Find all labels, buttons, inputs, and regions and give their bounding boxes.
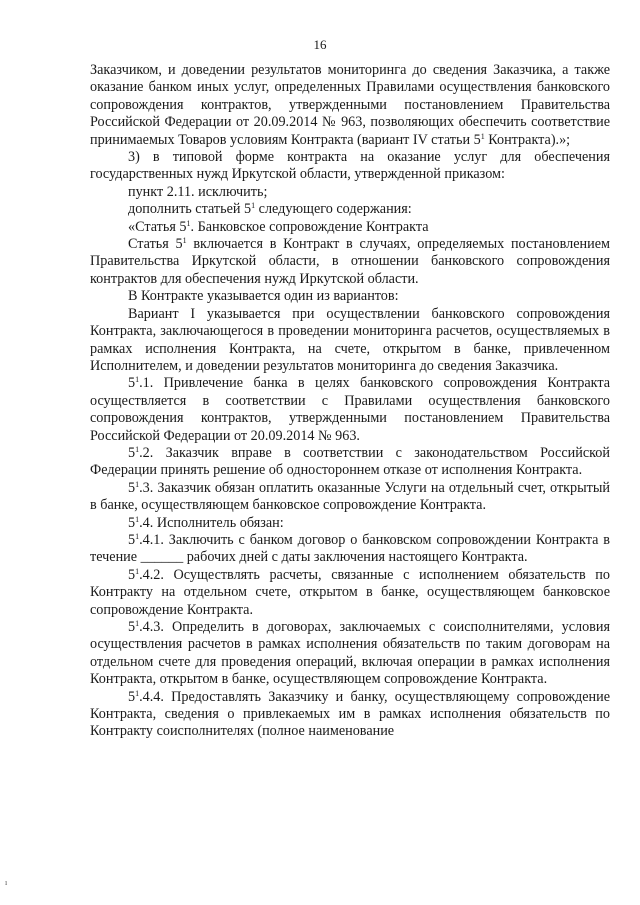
paragraph-text: пункт 2.11. исключить;: [128, 183, 268, 200]
superscript: 1: [182, 236, 187, 246]
paragraph: [90, 532, 610, 567]
superscript: 1: [251, 201, 256, 211]
paragraph: [90, 515, 610, 532]
paragraph-text: 5: [128, 531, 136, 548]
paragraph-text: Заказчиком, и доведении результатов мониторинга до сведения Заказчика, а также оказание банком иных услуг, определенных Правилами осуществления банковского сопровождения контрактов, утвержденными постановлением Правительства Российской Федерации от 20.09.2014 № 963, позволяющих обеспечить соответствие принимаемых Товаров условиям Контракта (вариант IV статьи 5: [90, 62, 610, 148]
paragraph-text: .4.4. Предоставлять Заказчику и банку, осуществляющему сопровождение Контракта, сведения о привлекаемых им в рамках исполнения обязательств по Контракту соисполнителях (полное наименование: [90, 688, 610, 740]
paragraph-text: 5: [128, 688, 136, 705]
paragraph-text: 3) в типовой форме контракта на оказание услуг для обеспечения государственных нужд Иркутской области, утвержденной приказом:: [90, 149, 610, 183]
page-number: 16: [313, 37, 327, 52]
paragraph: [90, 184, 610, 201]
paragraph-text: 5: [128, 619, 136, 635]
paragraph-text: 5: [128, 514, 136, 531]
superscript: 1: [135, 479, 140, 489]
superscript: 1: [135, 375, 140, 385]
paragraph: [90, 62, 610, 149]
superscript: 1: [135, 531, 140, 541]
paragraph-text: . Банковское сопровождение Контракта: [190, 218, 429, 235]
paragraph-text: 5: [128, 566, 136, 583]
paragraph-text: включается в Контракт в случаях, определяемых постановлением Правительства Иркутской области, в отношении банковского сопровождения контрактов для обеспечения нужд Иркутской области.: [90, 236, 610, 287]
paragraph: [90, 236, 610, 288]
paragraph-text: 5: [128, 444, 136, 461]
paragraph-text: .3. Заказчик обязан оплатить оказанные Услуги на отдельный счет, открытый в банке, осуществляющем банковское сопровождение Контракта.: [90, 479, 610, 514]
paragraph-text: «Статья 5: [128, 218, 187, 235]
paragraph-text: .4.2. Осуществлять расчеты, связанные с исполнением обязательств по Контракту на отдельном счете, открытом в банке, осуществляющем банковское сопровождение Контракта.: [90, 566, 610, 618]
document-body: [90, 62, 610, 741]
paragraph-text: .4.3. Определить в договорах, заключаемых с соисполнителями, условия осуществления расчетов в рамках исполнения обязательств по таким договорам на отдельном счете для проведения операций, включая операции в рамках исполнения Контракта, открытом в банке, осуществляющем сопровождение Контракта.: [90, 619, 610, 688]
paragraph-text: Вариант I указывается при осуществлении банковского сопровождения Контракта, заключающегося в проведении мониторинга расчетов, осуществляемых в рамках исполнения Контракта, на счете, открытом в банке, привлеченном Исполнителем, и доведении результатов мониторинга до сведения Заказчика.: [90, 305, 610, 374]
paragraph: [90, 480, 610, 515]
paragraph-text: Контракта).»;: [484, 131, 571, 148]
paragraph-text: 5: [128, 479, 136, 496]
paragraph: [90, 567, 610, 619]
paragraph-text: 5: [128, 375, 136, 392]
paragraph-text: .2. Заказчик вправе в соответствии с законодательством Российской Федерации принять решение об одностороннем отказе от исполнения Контракта.: [90, 444, 610, 479]
paragraph-text: Статья 5: [128, 236, 183, 253]
superscript: 1: [135, 514, 140, 524]
paragraph: [90, 288, 610, 305]
paragraph: [90, 375, 610, 445]
superscript: 1: [186, 218, 191, 228]
paragraph-text: следующего содержания:: [255, 201, 412, 218]
margin-mark: ı: [5, 878, 8, 887]
paragraph: [90, 306, 610, 376]
superscript: 1: [135, 688, 140, 698]
paragraph-text: .4. Исполнитель обязан:: [139, 514, 284, 531]
paragraph: [90, 689, 610, 741]
paragraph: [90, 219, 610, 236]
paragraph: [90, 619, 610, 689]
paragraph-text: .1. Привлечение банка в целях банковского сопровождения Контракта осуществляется в соответствии с Правилами осуществления банковского сопровождения контрактов, утвержденными постановлением Правительства Российской Федерации от 20.09.2014 № 963.: [90, 375, 610, 444]
paragraph-text: дополнить статьей 5: [128, 201, 252, 218]
superscript: 1: [135, 619, 140, 628]
paragraph-text: .4.1. Заключить с банком договор о банковском сопровождении Контракта в течение ______ рабочих дней с даты заключения настоящего Контракта.: [90, 531, 610, 566]
paragraph: [90, 149, 610, 184]
paragraph-text: В Контракте указывается один из вариантов:: [128, 288, 399, 305]
superscript: 1: [135, 444, 140, 454]
paragraph: [90, 445, 610, 480]
superscript: 1: [480, 131, 485, 141]
paragraph: [90, 201, 610, 218]
superscript: 1: [135, 566, 140, 576]
